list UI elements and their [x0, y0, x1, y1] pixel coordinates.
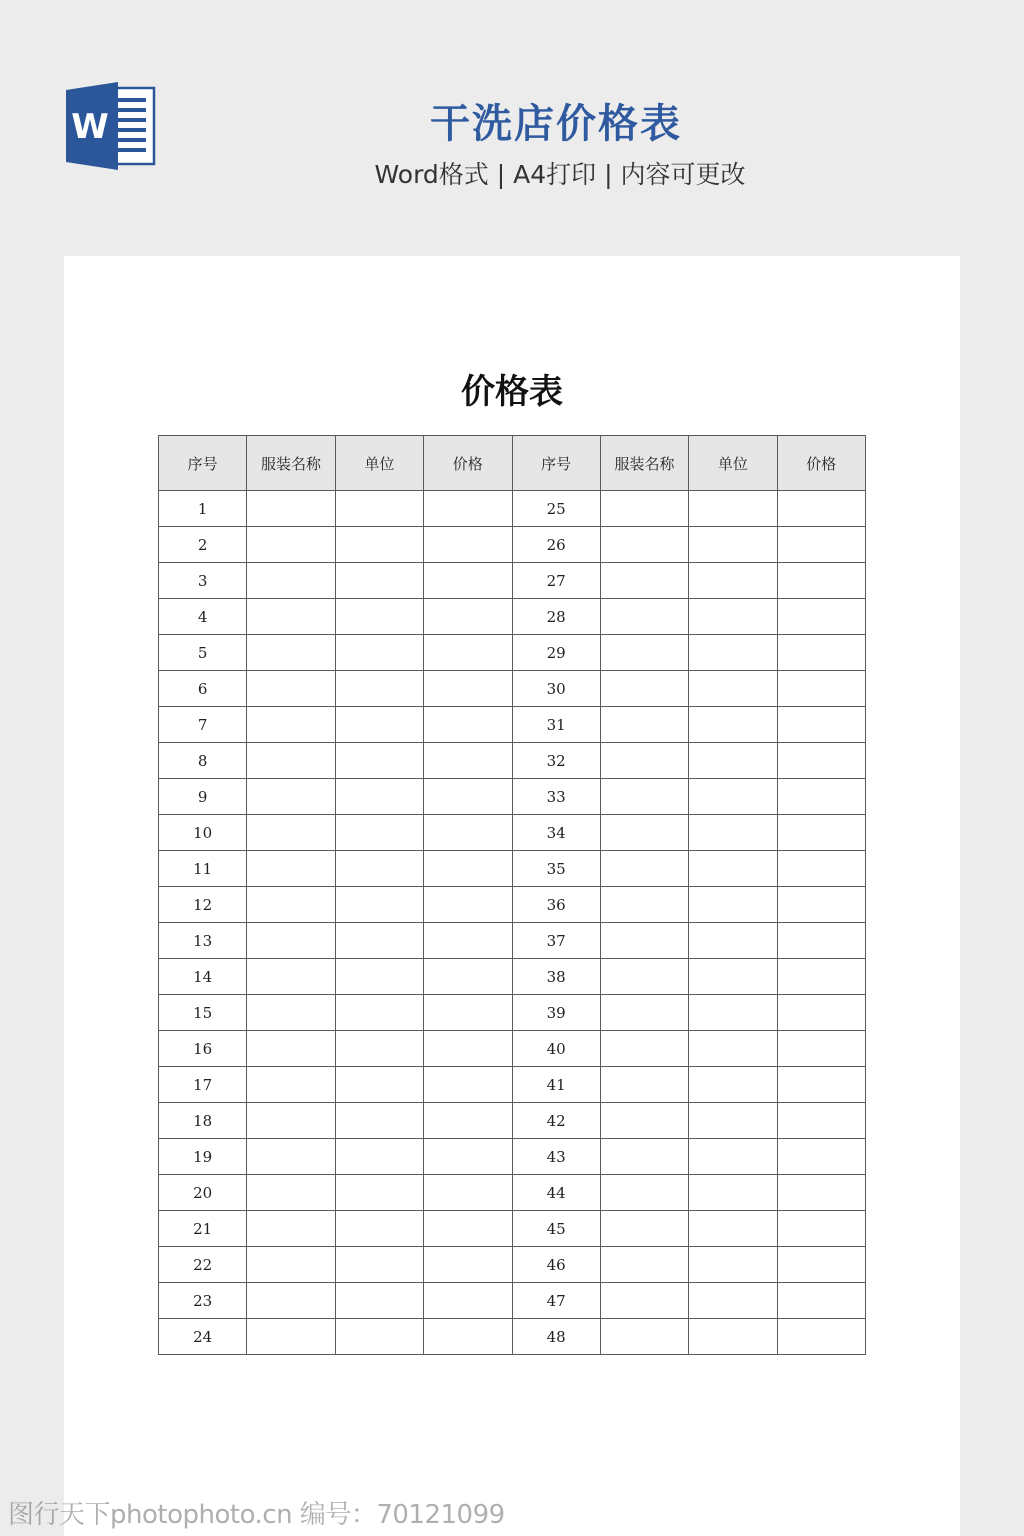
row-number: 39: [512, 995, 600, 1031]
table-cell: [600, 1211, 688, 1247]
row-number: 2: [159, 527, 247, 563]
row-number: 4: [159, 599, 247, 635]
row-number: 48: [512, 1319, 600, 1355]
table-cell: [600, 1175, 688, 1211]
table-cell: [424, 1211, 512, 1247]
row-number: 23: [159, 1283, 247, 1319]
table-cell: [424, 1139, 512, 1175]
table-cell: [600, 671, 688, 707]
table-cell: [600, 995, 688, 1031]
page-title: 干洗店价格表: [430, 101, 682, 147]
table-cell: [777, 1139, 865, 1175]
table-cell: [424, 1103, 512, 1139]
table-cell: [777, 1031, 865, 1067]
table-cell: [247, 959, 335, 995]
table-row: [159, 491, 866, 527]
header: [0, 0, 1024, 250]
table-cell: [689, 527, 777, 563]
table-cell: [777, 887, 865, 923]
row-number: 46: [512, 1247, 600, 1283]
table-cell: [777, 563, 865, 599]
table-cell: [777, 635, 865, 671]
table-cell: [247, 923, 335, 959]
table-cell: [424, 1283, 512, 1319]
table-cell: [689, 815, 777, 851]
table-cell: [247, 1175, 335, 1211]
table-cell: [689, 1247, 777, 1283]
table-cell: [247, 671, 335, 707]
row-number: 22: [159, 1247, 247, 1283]
row-number: 17: [159, 1067, 247, 1103]
table-row: [159, 995, 866, 1031]
table-row: [159, 635, 866, 671]
table-cell: [600, 959, 688, 995]
table-cell: [335, 1031, 423, 1067]
table-cell: [247, 995, 335, 1031]
row-number: 14: [159, 959, 247, 995]
row-number: 11: [159, 851, 247, 887]
table-cell: [247, 1247, 335, 1283]
table-cell: [689, 563, 777, 599]
row-number: 35: [512, 851, 600, 887]
table-cell: [335, 779, 423, 815]
table-cell: [600, 563, 688, 599]
column-header: 单位: [335, 436, 423, 491]
table-row: [159, 1247, 866, 1283]
table-cell: [335, 923, 423, 959]
table-cell: [247, 707, 335, 743]
table-cell: [424, 1175, 512, 1211]
row-number: 36: [512, 887, 600, 923]
table-cell: [689, 995, 777, 1031]
table-cell: [689, 599, 777, 635]
table-cell: [424, 923, 512, 959]
table-cell: [335, 995, 423, 1031]
table-cell: [335, 851, 423, 887]
table-cell: [424, 527, 512, 563]
table-cell: [689, 1175, 777, 1211]
table-cell: [600, 1067, 688, 1103]
table-row: [159, 707, 866, 743]
table-cell: [777, 491, 865, 527]
table-cell: [600, 599, 688, 635]
table-cell: [247, 743, 335, 779]
row-number: 3: [159, 563, 247, 599]
table-cell: [689, 959, 777, 995]
table-cell: [424, 779, 512, 815]
table-cell: [424, 1031, 512, 1067]
table-cell: [424, 1247, 512, 1283]
row-number: 15: [159, 995, 247, 1031]
row-number: 26: [512, 527, 600, 563]
row-number: 28: [512, 599, 600, 635]
watermark: 图行天下photophoto.cn 编号：70121099: [8, 1500, 505, 1530]
table-cell: [247, 1211, 335, 1247]
table-cell: [247, 1067, 335, 1103]
row-number: 31: [512, 707, 600, 743]
row-number: 24: [159, 1319, 247, 1355]
table-cell: [335, 1139, 423, 1175]
table-cell: [335, 1319, 423, 1355]
table-cell: [600, 1283, 688, 1319]
table-cell: [247, 491, 335, 527]
table-row: [159, 1031, 866, 1067]
table-cell: [424, 1067, 512, 1103]
table-cell: [689, 1067, 777, 1103]
column-header: 价格: [424, 436, 512, 491]
table-row: [159, 1211, 866, 1247]
table-row: [159, 563, 866, 599]
column-header: 服装名称: [600, 436, 688, 491]
row-number: 6: [159, 671, 247, 707]
table-cell: [247, 1103, 335, 1139]
row-number: 9: [159, 779, 247, 815]
table-cell: [600, 887, 688, 923]
table-cell: [247, 527, 335, 563]
table-cell: [600, 1319, 688, 1355]
table-cell: [689, 851, 777, 887]
row-number: 45: [512, 1211, 600, 1247]
row-number: 19: [159, 1139, 247, 1175]
table-cell: [777, 1211, 865, 1247]
row-number: 40: [512, 1031, 600, 1067]
column-header: 服装名称: [247, 436, 335, 491]
row-number: 21: [159, 1211, 247, 1247]
column-header: 价格: [777, 436, 865, 491]
table-cell: [335, 1103, 423, 1139]
table-cell: [424, 815, 512, 851]
table-cell: [424, 491, 512, 527]
table-cell: [689, 1031, 777, 1067]
table-cell: [335, 635, 423, 671]
table-cell: [424, 671, 512, 707]
table-row: [159, 887, 866, 923]
table-cell: [247, 1139, 335, 1175]
table-cell: [600, 923, 688, 959]
table-cell: [600, 527, 688, 563]
table-cell: [689, 887, 777, 923]
table-cell: [247, 1031, 335, 1067]
row-number: 44: [512, 1175, 600, 1211]
table-row: [159, 527, 866, 563]
table-cell: [777, 1283, 865, 1319]
table-cell: [689, 779, 777, 815]
row-number: 33: [512, 779, 600, 815]
table-cell: [777, 1319, 865, 1355]
row-number: 25: [512, 491, 600, 527]
table-cell: [247, 779, 335, 815]
table-cell: [689, 635, 777, 671]
table-cell: [335, 707, 423, 743]
row-number: 18: [159, 1103, 247, 1139]
table-cell: [335, 1247, 423, 1283]
table-cell: [777, 779, 865, 815]
table-cell: [777, 707, 865, 743]
table-row: [159, 1319, 866, 1355]
table-cell: [600, 1139, 688, 1175]
row-number: 20: [159, 1175, 247, 1211]
table-cell: [600, 1031, 688, 1067]
table-cell: [335, 563, 423, 599]
table-cell: [777, 851, 865, 887]
table-body: [159, 491, 866, 1355]
table-cell: [689, 1283, 777, 1319]
table-cell: [689, 707, 777, 743]
row-number: 16: [159, 1031, 247, 1067]
table-cell: [247, 887, 335, 923]
row-number: 13: [159, 923, 247, 959]
table-cell: [689, 1211, 777, 1247]
row-number: 27: [512, 563, 600, 599]
table-cell: [600, 491, 688, 527]
table-cell: [335, 743, 423, 779]
table-cell: [424, 851, 512, 887]
document-sheet: [64, 256, 960, 1536]
table-row: [159, 959, 866, 995]
price-table: [158, 435, 866, 1355]
table-cell: [600, 707, 688, 743]
table-cell: [335, 887, 423, 923]
table-cell: [689, 1139, 777, 1175]
table-cell: [777, 959, 865, 995]
table-cell: [247, 851, 335, 887]
table-cell: [335, 815, 423, 851]
table-cell: [424, 635, 512, 671]
table-cell: [600, 1103, 688, 1139]
row-number: 37: [512, 923, 600, 959]
page-subtitle: Word格式 | A4打印 | 内容可更改: [374, 160, 746, 189]
table-cell: [335, 491, 423, 527]
table-cell: [247, 599, 335, 635]
table-row: [159, 779, 866, 815]
table-cell: [424, 707, 512, 743]
table-cell: [777, 1067, 865, 1103]
table-cell: [424, 563, 512, 599]
table-cell: [777, 527, 865, 563]
document-title: 价格表: [461, 372, 563, 412]
column-header: 序号: [159, 436, 247, 491]
table-cell: [335, 1211, 423, 1247]
table-row: [159, 923, 866, 959]
table-row: [159, 671, 866, 707]
table-cell: [689, 743, 777, 779]
table-row: [159, 851, 866, 887]
table-cell: [335, 1067, 423, 1103]
table-cell: [247, 1319, 335, 1355]
row-number: 41: [512, 1067, 600, 1103]
table-cell: [424, 1319, 512, 1355]
table-cell: [600, 635, 688, 671]
table-cell: [777, 815, 865, 851]
table-row: [159, 1175, 866, 1211]
table-row: [159, 599, 866, 635]
table-row: [159, 1067, 866, 1103]
table-cell: [424, 959, 512, 995]
table-cell: [689, 1319, 777, 1355]
row-number: 1: [159, 491, 247, 527]
row-number: 47: [512, 1283, 600, 1319]
table-cell: [424, 599, 512, 635]
row-number: 12: [159, 887, 247, 923]
row-number: 5: [159, 635, 247, 671]
row-number: 10: [159, 815, 247, 851]
table-row: [159, 743, 866, 779]
table-cell: [424, 743, 512, 779]
table-cell: [335, 959, 423, 995]
table-cell: [424, 887, 512, 923]
column-header: 序号: [512, 436, 600, 491]
table-cell: [424, 995, 512, 1031]
table-cell: [335, 599, 423, 635]
table-cell: [777, 1103, 865, 1139]
table-cell: [600, 743, 688, 779]
row-number: 42: [512, 1103, 600, 1139]
table-cell: [600, 779, 688, 815]
table-cell: [689, 923, 777, 959]
table-cell: [335, 527, 423, 563]
row-number: 34: [512, 815, 600, 851]
table-row: [159, 1283, 866, 1319]
table-cell: [247, 1283, 335, 1319]
column-header: 单位: [689, 436, 777, 491]
table-cell: [247, 563, 335, 599]
table-cell: [777, 1175, 865, 1211]
svg-text:W: W: [71, 107, 109, 147]
table-row: [159, 1139, 866, 1175]
row-number: 32: [512, 743, 600, 779]
table-cell: [335, 671, 423, 707]
table-row: [159, 815, 866, 851]
table-header-row: [159, 436, 866, 491]
table-cell: [777, 599, 865, 635]
table-cell: [777, 995, 865, 1031]
table-row: [159, 1103, 866, 1139]
table-cell: [335, 1175, 423, 1211]
row-number: 7: [159, 707, 247, 743]
table-cell: [777, 743, 865, 779]
table-cell: [689, 1103, 777, 1139]
table-cell: [777, 923, 865, 959]
table-cell: [600, 851, 688, 887]
table-cell: [777, 671, 865, 707]
table-cell: [689, 491, 777, 527]
table-cell: [600, 815, 688, 851]
table-cell: [600, 1247, 688, 1283]
table-cell: [689, 671, 777, 707]
table-cell: [247, 815, 335, 851]
row-number: 38: [512, 959, 600, 995]
table-cell: [247, 635, 335, 671]
word-doc-icon: [66, 82, 156, 170]
table-cell: [335, 1283, 423, 1319]
row-number: 29: [512, 635, 600, 671]
table-cell: [777, 1247, 865, 1283]
row-number: 43: [512, 1139, 600, 1175]
row-number: 8: [159, 743, 247, 779]
row-number: 30: [512, 671, 600, 707]
